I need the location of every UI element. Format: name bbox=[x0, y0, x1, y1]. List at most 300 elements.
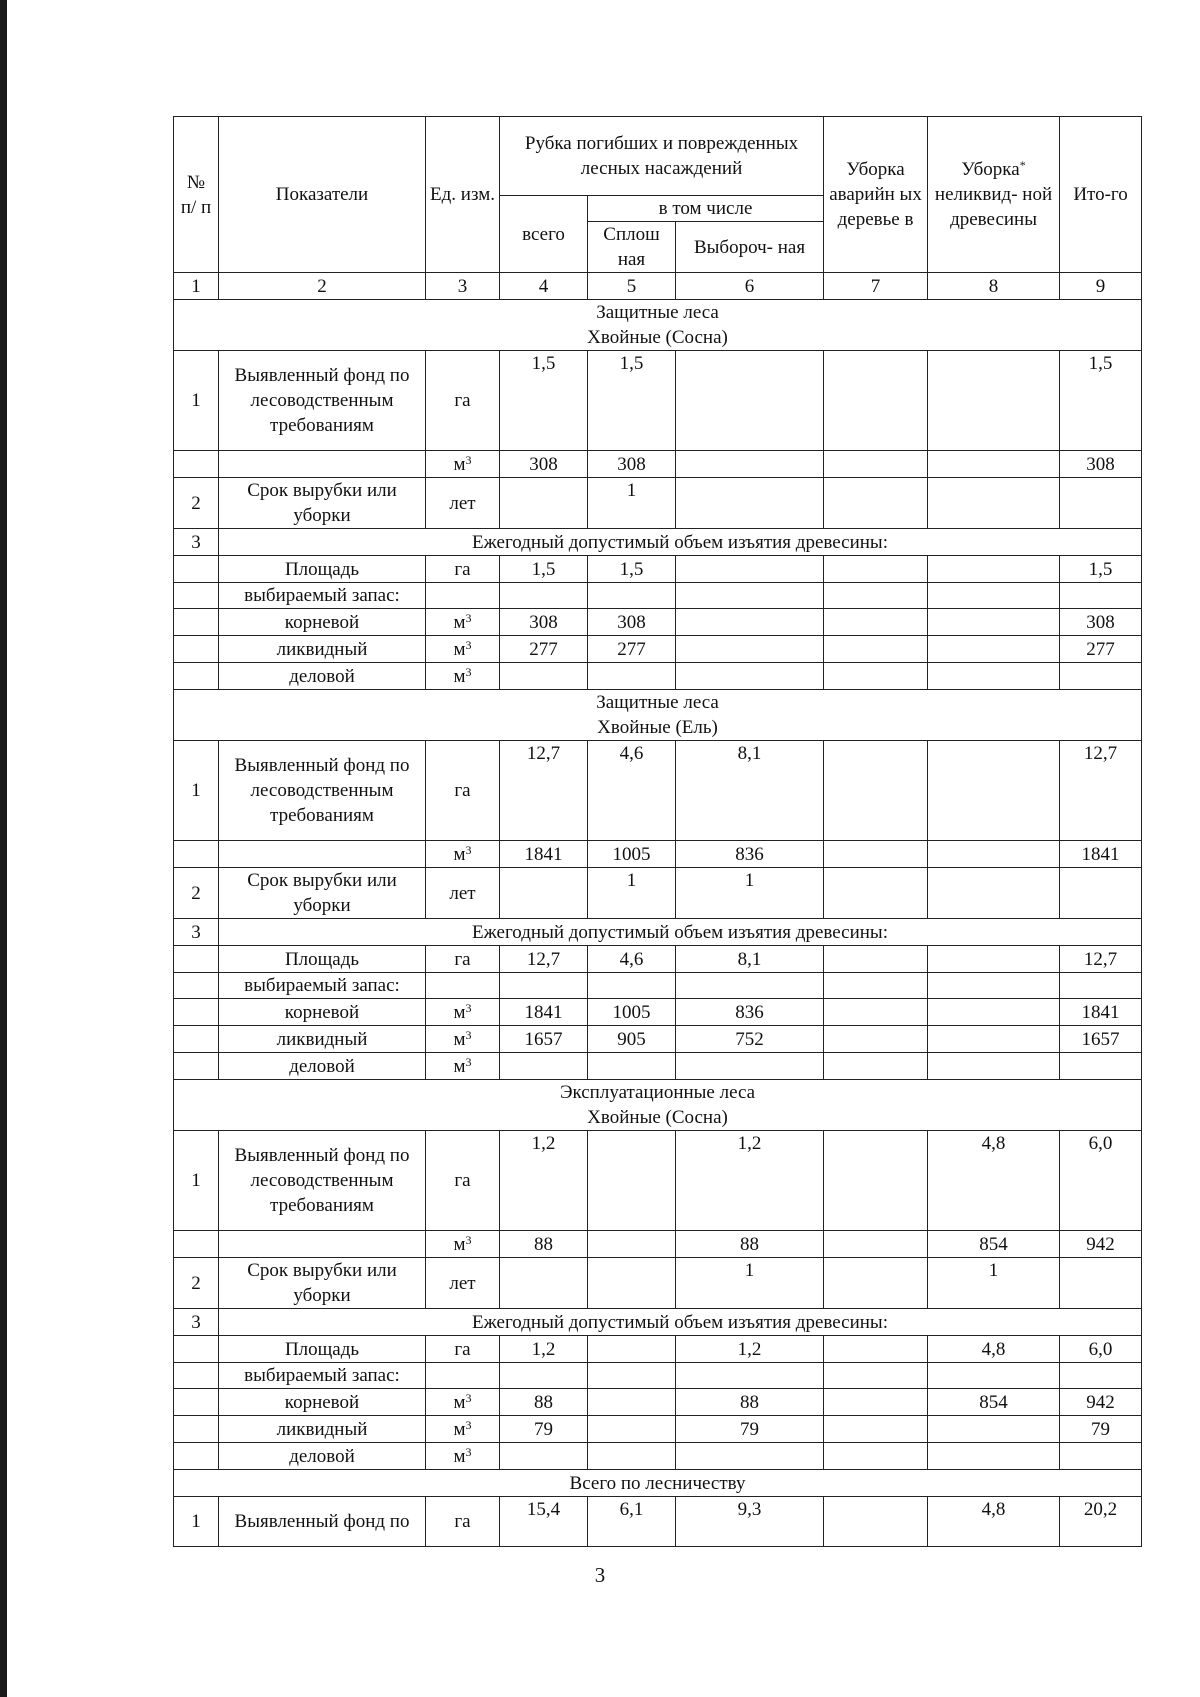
value-cell: 12,7 bbox=[1060, 741, 1142, 841]
unit-cell bbox=[426, 1053, 500, 1080]
unit-superscript: 3 bbox=[465, 1000, 472, 1015]
value-cell: 12,7 bbox=[1060, 946, 1142, 973]
value-cell: 308 bbox=[500, 451, 588, 478]
empty-cell bbox=[426, 1363, 500, 1389]
unit-cell bbox=[426, 1026, 500, 1053]
value-cell: 1,2 bbox=[676, 1131, 824, 1231]
value-cell: 1005 bbox=[588, 999, 676, 1026]
empty-cell bbox=[928, 1363, 1060, 1389]
value-cell: 4,8 bbox=[928, 1497, 1060, 1547]
row-number bbox=[174, 1389, 219, 1416]
unit-cell bbox=[426, 999, 500, 1026]
unit-text: м bbox=[453, 638, 466, 660]
value-cell: 836 bbox=[676, 841, 824, 868]
value-cell bbox=[928, 999, 1060, 1026]
value-cell bbox=[588, 1231, 676, 1258]
value-cell: 1,2 bbox=[500, 1336, 588, 1363]
value-cell: 88 bbox=[500, 1389, 588, 1416]
unit-text: м bbox=[453, 1445, 466, 1467]
value-cell bbox=[928, 451, 1060, 478]
value-cell bbox=[676, 1443, 824, 1470]
header-unit: Ед. изм. bbox=[426, 117, 500, 273]
unit-text: м bbox=[453, 611, 466, 633]
value-cell: 1,5 bbox=[1060, 351, 1142, 451]
value-cell bbox=[588, 1131, 676, 1231]
section-title bbox=[174, 300, 1142, 351]
value-cell bbox=[824, 1416, 928, 1443]
value-cell bbox=[824, 1231, 928, 1258]
value-cell: 79 bbox=[1060, 1416, 1142, 1443]
total-fund-label: Выявленный фонд по bbox=[219, 1497, 426, 1547]
empty-cell bbox=[500, 1363, 588, 1389]
column-number: 4 bbox=[500, 273, 588, 300]
value-cell bbox=[928, 351, 1060, 451]
value-cell bbox=[500, 478, 588, 529]
empty-cell bbox=[824, 1363, 928, 1389]
value-cell bbox=[676, 636, 824, 663]
unit-cell bbox=[426, 636, 500, 663]
unit-cell: га bbox=[426, 1336, 500, 1363]
row-number: 1 bbox=[174, 741, 219, 841]
value-cell: 88 bbox=[676, 1389, 824, 1416]
section-forest-type: Защитные леса bbox=[596, 692, 719, 713]
header-illiquid-mark: * bbox=[1019, 158, 1026, 172]
row-number bbox=[174, 451, 219, 478]
value-cell: 15,4 bbox=[500, 1497, 588, 1547]
fund-label: Выявленный фонд по лесоводственным требованиям bbox=[219, 741, 426, 841]
row-number bbox=[174, 609, 219, 636]
unit-cell: лет bbox=[426, 1258, 500, 1309]
value-cell: 836 bbox=[676, 999, 824, 1026]
header-including: в том числе bbox=[588, 196, 824, 222]
row-number bbox=[174, 1416, 219, 1443]
liquid-stock-label: ликвидный bbox=[219, 1026, 426, 1053]
liquid-stock-row bbox=[174, 1416, 1142, 1443]
section-species: Хвойные (Ель) bbox=[597, 717, 718, 738]
empty-cell bbox=[588, 1363, 676, 1389]
unit-text: м bbox=[453, 1055, 466, 1077]
value-cell: 277 bbox=[588, 636, 676, 663]
value-cell bbox=[1060, 1258, 1142, 1309]
empty-cell bbox=[676, 1363, 824, 1389]
column-number-row bbox=[174, 273, 1142, 300]
stock-label-row bbox=[174, 973, 1142, 999]
fund-label: Выявленный фонд по лесоводственным требованиям bbox=[219, 1131, 426, 1231]
root-stock-row bbox=[174, 999, 1142, 1026]
value-cell bbox=[824, 1131, 928, 1231]
value-cell: 277 bbox=[500, 636, 588, 663]
header-emergency: Уборка аварийн ых деревье в bbox=[824, 117, 928, 273]
label-empty bbox=[219, 451, 426, 478]
section-forest-type: Эксплуатационные леса bbox=[559, 1082, 756, 1103]
label-empty bbox=[219, 841, 426, 868]
value-cell bbox=[588, 663, 676, 690]
value-cell bbox=[928, 1053, 1060, 1080]
stock-label: выбираемый запас: bbox=[219, 1363, 426, 1389]
stock-label: выбираемый запас: bbox=[219, 583, 426, 609]
row-number bbox=[174, 583, 219, 609]
value-cell bbox=[676, 556, 824, 583]
value-cell: 905 bbox=[588, 1026, 676, 1053]
value-cell: 6,1 bbox=[588, 1497, 676, 1547]
unit-cell bbox=[426, 609, 500, 636]
value-cell: 1841 bbox=[500, 999, 588, 1026]
header-selective: Выбороч- ная bbox=[676, 222, 824, 273]
unit-superscript: 3 bbox=[465, 1417, 472, 1432]
unit-cell bbox=[426, 841, 500, 868]
root-stock-label: корневой bbox=[219, 999, 426, 1026]
fund-row-ha bbox=[174, 741, 1142, 841]
annual-row bbox=[174, 1309, 1142, 1336]
value-cell bbox=[676, 351, 824, 451]
fund-row-ha bbox=[174, 1131, 1142, 1231]
value-cell bbox=[1060, 1443, 1142, 1470]
unit-cell: га bbox=[426, 1497, 500, 1547]
value-cell: 79 bbox=[500, 1416, 588, 1443]
empty-cell bbox=[928, 973, 1060, 999]
column-number: 6 bbox=[676, 273, 824, 300]
value-cell: 1 bbox=[676, 868, 824, 919]
value-cell: 79 bbox=[676, 1416, 824, 1443]
value-cell bbox=[824, 1443, 928, 1470]
area-label: Площадь bbox=[219, 1336, 426, 1363]
value-cell: 1,5 bbox=[588, 351, 676, 451]
value-cell: 308 bbox=[1060, 451, 1142, 478]
row-number bbox=[174, 663, 219, 690]
value-cell: 308 bbox=[588, 451, 676, 478]
empty-cell bbox=[1060, 973, 1142, 999]
column-number: 2 bbox=[219, 273, 426, 300]
value-cell bbox=[1060, 868, 1142, 919]
area-row bbox=[174, 556, 1142, 583]
liquid-stock-label: ликвидный bbox=[219, 1416, 426, 1443]
value-cell: 88 bbox=[500, 1231, 588, 1258]
liquid-stock-row bbox=[174, 636, 1142, 663]
value-cell bbox=[824, 1336, 928, 1363]
header-total: всего bbox=[500, 196, 588, 273]
value-cell bbox=[928, 663, 1060, 690]
value-cell: 20,2 bbox=[1060, 1497, 1142, 1547]
stock-label-row bbox=[174, 583, 1142, 609]
empty-cell bbox=[824, 583, 928, 609]
root-stock-row bbox=[174, 609, 1142, 636]
value-cell: 1,5 bbox=[1060, 556, 1142, 583]
empty-cell bbox=[500, 583, 588, 609]
business-stock-row bbox=[174, 1053, 1142, 1080]
value-cell: 12,7 bbox=[500, 946, 588, 973]
value-cell bbox=[588, 1053, 676, 1080]
annual-label: Ежегодный допустимый объем изъятия древесины: bbox=[219, 919, 1142, 946]
value-cell bbox=[824, 478, 928, 529]
value-cell bbox=[824, 1053, 928, 1080]
row-number bbox=[174, 1053, 219, 1080]
value-cell bbox=[928, 1416, 1060, 1443]
value-cell bbox=[500, 1443, 588, 1470]
value-cell bbox=[676, 609, 824, 636]
value-cell: 6,0 bbox=[1060, 1336, 1142, 1363]
value-cell: 4,8 bbox=[928, 1131, 1060, 1231]
term-label: Срок вырубки или уборки bbox=[219, 1258, 426, 1309]
value-cell bbox=[1060, 478, 1142, 529]
header-indicators: Показатели bbox=[219, 117, 426, 273]
total-title-row bbox=[174, 1470, 1142, 1497]
unit-superscript: 3 bbox=[465, 1054, 472, 1069]
value-cell bbox=[928, 556, 1060, 583]
total-fund-row bbox=[174, 1497, 1142, 1547]
header-row-1 bbox=[174, 117, 1142, 196]
root-stock-row bbox=[174, 1389, 1142, 1416]
term-row bbox=[174, 478, 1142, 529]
unit-cell: лет bbox=[426, 868, 500, 919]
row-number: 1 bbox=[174, 1497, 219, 1547]
value-cell bbox=[588, 1416, 676, 1443]
page-number: 3 bbox=[594, 1563, 606, 1587]
row-number bbox=[174, 999, 219, 1026]
value-cell bbox=[824, 1258, 928, 1309]
value-cell bbox=[500, 663, 588, 690]
empty-cell bbox=[928, 583, 1060, 609]
value-cell bbox=[824, 451, 928, 478]
row-number bbox=[174, 1336, 219, 1363]
value-cell bbox=[676, 1053, 824, 1080]
value-cell bbox=[928, 868, 1060, 919]
unit-text: м bbox=[453, 1418, 466, 1440]
value-cell: 854 bbox=[928, 1389, 1060, 1416]
value-cell bbox=[500, 1053, 588, 1080]
fund-row-ha bbox=[174, 351, 1142, 451]
business-stock-row bbox=[174, 663, 1142, 690]
label-empty bbox=[219, 1231, 426, 1258]
value-cell bbox=[1060, 663, 1142, 690]
value-cell: 1,5 bbox=[588, 556, 676, 583]
unit-cell bbox=[426, 1389, 500, 1416]
business-stock-row bbox=[174, 1443, 1142, 1470]
binding-edge-line bbox=[0, 0, 7, 1697]
value-cell: 277 bbox=[1060, 636, 1142, 663]
value-cell bbox=[824, 1026, 928, 1053]
liquid-stock-row bbox=[174, 1026, 1142, 1053]
row-number: 1 bbox=[174, 351, 219, 451]
value-cell bbox=[1060, 1053, 1142, 1080]
area-label: Площадь bbox=[219, 946, 426, 973]
value-cell bbox=[676, 663, 824, 690]
value-cell: 12,7 bbox=[500, 741, 588, 841]
area-label: Площадь bbox=[219, 556, 426, 583]
value-cell bbox=[928, 609, 1060, 636]
value-cell: 4,6 bbox=[588, 946, 676, 973]
value-cell bbox=[500, 868, 588, 919]
header-clear: Сплош ная bbox=[588, 222, 676, 273]
total-section-title: Всего по лесничеству bbox=[174, 1470, 1142, 1497]
value-cell: 8,1 bbox=[676, 741, 824, 841]
value-cell: 88 bbox=[676, 1231, 824, 1258]
value-cell bbox=[824, 609, 928, 636]
row-number: 2 bbox=[174, 868, 219, 919]
row-number bbox=[174, 1026, 219, 1053]
header-illiquid-post: неликвид- ной древесины bbox=[934, 184, 1053, 230]
empty-cell bbox=[676, 973, 824, 999]
section-title-row bbox=[174, 300, 1142, 351]
fund-row-m3 bbox=[174, 841, 1142, 868]
value-cell: 1,5 bbox=[500, 351, 588, 451]
root-stock-label: корневой bbox=[219, 609, 426, 636]
unit-superscript: 3 bbox=[465, 1232, 472, 1247]
value-cell bbox=[824, 556, 928, 583]
unit-cell: лет bbox=[426, 478, 500, 529]
section-species: Хвойные (Сосна) bbox=[587, 327, 728, 348]
row-number: 1 bbox=[174, 1131, 219, 1231]
value-cell bbox=[588, 1389, 676, 1416]
column-number: 7 bbox=[824, 273, 928, 300]
unit-superscript: 3 bbox=[465, 1390, 472, 1405]
value-cell: 1841 bbox=[500, 841, 588, 868]
value-cell bbox=[824, 1497, 928, 1547]
area-row bbox=[174, 946, 1142, 973]
unit-superscript: 3 bbox=[465, 452, 472, 467]
root-stock-label: корневой bbox=[219, 1389, 426, 1416]
column-number: 8 bbox=[928, 273, 1060, 300]
value-cell bbox=[588, 1443, 676, 1470]
value-cell: 1,2 bbox=[676, 1336, 824, 1363]
value-cell: 6,0 bbox=[1060, 1131, 1142, 1231]
value-cell: 1657 bbox=[500, 1026, 588, 1053]
term-label: Срок вырубки или уборки bbox=[219, 868, 426, 919]
header-num: № п/ п bbox=[174, 117, 219, 273]
value-cell: 9,3 bbox=[676, 1497, 824, 1547]
value-cell bbox=[676, 451, 824, 478]
forest-felling-table bbox=[173, 116, 1142, 1547]
header-felling: Рубка погибших и поврежденных лесных насаждений bbox=[500, 117, 824, 196]
section-title-row bbox=[174, 1080, 1142, 1131]
header-illiquid bbox=[928, 117, 1060, 273]
row-number: 3 bbox=[174, 1309, 219, 1336]
value-cell bbox=[928, 478, 1060, 529]
row-number: 3 bbox=[174, 529, 219, 556]
value-cell: 308 bbox=[1060, 609, 1142, 636]
row-number: 3 bbox=[174, 919, 219, 946]
section-title-row bbox=[174, 690, 1142, 741]
header-illiquid-pre: Уборка bbox=[961, 159, 1020, 180]
value-cell bbox=[928, 841, 1060, 868]
unit-text: м bbox=[453, 843, 466, 865]
unit-cell: га bbox=[426, 741, 500, 841]
value-cell bbox=[928, 946, 1060, 973]
value-cell: 308 bbox=[500, 609, 588, 636]
value-cell bbox=[928, 1443, 1060, 1470]
unit-text: м bbox=[453, 1391, 466, 1413]
value-cell bbox=[676, 478, 824, 529]
unit-cell bbox=[426, 663, 500, 690]
empty-cell bbox=[426, 583, 500, 609]
empty-cell bbox=[426, 973, 500, 999]
column-number: 9 bbox=[1060, 273, 1142, 300]
row-number bbox=[174, 841, 219, 868]
row-number bbox=[174, 636, 219, 663]
unit-superscript: 3 bbox=[465, 842, 472, 857]
area-row bbox=[174, 1336, 1142, 1363]
unit-superscript: 3 bbox=[465, 1444, 472, 1459]
annual-label: Ежегодный допустимый объем изъятия древесины: bbox=[219, 529, 1142, 556]
section-species: Хвойные (Сосна) bbox=[587, 1107, 728, 1128]
value-cell bbox=[588, 1258, 676, 1309]
value-cell bbox=[928, 1026, 1060, 1053]
row-number bbox=[174, 1363, 219, 1389]
value-cell bbox=[824, 741, 928, 841]
header-itogo: Ито-го bbox=[1060, 117, 1142, 273]
value-cell: 1 bbox=[676, 1258, 824, 1309]
value-cell bbox=[824, 351, 928, 451]
value-cell bbox=[824, 1389, 928, 1416]
value-cell bbox=[824, 946, 928, 973]
row-number bbox=[174, 973, 219, 999]
row-number: 2 bbox=[174, 478, 219, 529]
value-cell bbox=[500, 1258, 588, 1309]
row-number bbox=[174, 556, 219, 583]
empty-cell bbox=[676, 583, 824, 609]
value-cell: 4,6 bbox=[588, 741, 676, 841]
unit-text: м bbox=[453, 1028, 466, 1050]
unit-text: м bbox=[453, 665, 466, 687]
fund-row-m3 bbox=[174, 451, 1142, 478]
section-forest-type: Защитные леса bbox=[596, 302, 719, 323]
empty-cell bbox=[824, 973, 928, 999]
term-row bbox=[174, 1258, 1142, 1309]
unit-cell: га bbox=[426, 946, 500, 973]
unit-cell bbox=[426, 1443, 500, 1470]
business-stock-label: деловой bbox=[219, 1443, 426, 1470]
liquid-stock-label: ликвидный bbox=[219, 636, 426, 663]
value-cell bbox=[824, 868, 928, 919]
value-cell: 1,5 bbox=[500, 556, 588, 583]
value-cell: 1841 bbox=[1060, 841, 1142, 868]
empty-cell bbox=[1060, 583, 1142, 609]
section-title bbox=[174, 690, 1142, 741]
empty-cell bbox=[588, 583, 676, 609]
value-cell bbox=[928, 741, 1060, 841]
value-cell: 1 bbox=[928, 1258, 1060, 1309]
term-row bbox=[174, 868, 1142, 919]
value-cell: 1005 bbox=[588, 841, 676, 868]
stock-label-row bbox=[174, 1363, 1142, 1389]
row-number bbox=[174, 1231, 219, 1258]
unit-cell bbox=[426, 1231, 500, 1258]
value-cell: 4,8 bbox=[928, 1336, 1060, 1363]
unit-superscript: 3 bbox=[465, 1027, 472, 1042]
value-cell bbox=[824, 999, 928, 1026]
value-cell: 942 bbox=[1060, 1231, 1142, 1258]
value-cell bbox=[824, 663, 928, 690]
row-number bbox=[174, 1443, 219, 1470]
value-cell: 1841 bbox=[1060, 999, 1142, 1026]
forest-felling-table-container bbox=[173, 116, 1141, 1547]
stock-label: выбираемый запас: bbox=[219, 973, 426, 999]
column-number: 3 bbox=[426, 273, 500, 300]
unit-cell: га bbox=[426, 1131, 500, 1231]
fund-label: Выявленный фонд по лесоводственным требованиям bbox=[219, 351, 426, 451]
value-cell bbox=[928, 636, 1060, 663]
value-cell: 1 bbox=[588, 478, 676, 529]
annual-row bbox=[174, 529, 1142, 556]
value-cell: 8,1 bbox=[676, 946, 824, 973]
value-cell: 1657 bbox=[1060, 1026, 1142, 1053]
unit-cell bbox=[426, 451, 500, 478]
column-number: 5 bbox=[588, 273, 676, 300]
unit-cell bbox=[426, 1416, 500, 1443]
fund-row-m3 bbox=[174, 1231, 1142, 1258]
value-cell bbox=[824, 841, 928, 868]
business-stock-label: деловой bbox=[219, 663, 426, 690]
empty-cell bbox=[588, 973, 676, 999]
